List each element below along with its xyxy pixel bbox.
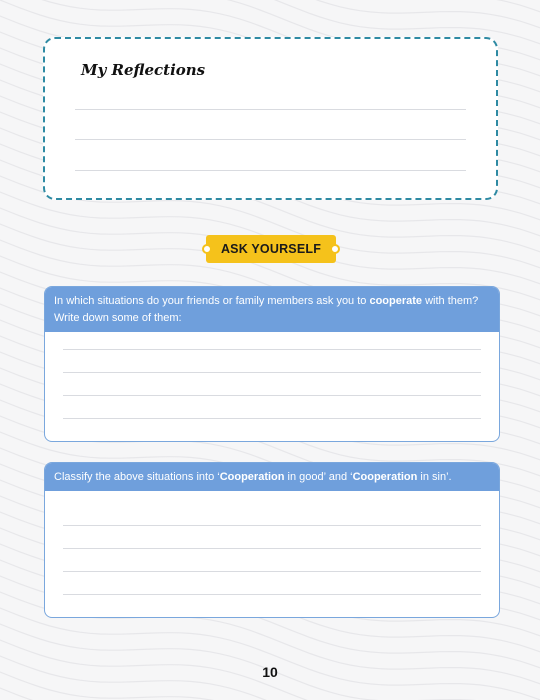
question-text: In which situations do your friends or family members ask you to bbox=[54, 295, 370, 307]
question-text: in good’ and ‘ bbox=[284, 471, 353, 483]
page-number: 10 bbox=[262, 664, 278, 680]
question-text: with them? Write down some of them: bbox=[54, 295, 479, 324]
answer-line[interactable] bbox=[63, 395, 481, 396]
question-box-1 bbox=[44, 286, 500, 442]
answer-line[interactable] bbox=[63, 372, 481, 373]
answer-line[interactable] bbox=[63, 349, 481, 350]
answer-line[interactable] bbox=[63, 548, 481, 549]
writing-line[interactable] bbox=[75, 170, 466, 171]
answer-line[interactable] bbox=[63, 418, 481, 419]
reflections-title: My Reflections bbox=[81, 61, 206, 79]
question-keyword: Cooperation bbox=[219, 471, 285, 483]
writing-line[interactable] bbox=[75, 139, 466, 140]
question-keyword: cooperate bbox=[369, 295, 423, 307]
writing-line[interactable] bbox=[75, 109, 466, 110]
question-text: in sin’. bbox=[417, 471, 452, 483]
question-keyword: Cooperation bbox=[352, 471, 418, 483]
ask-yourself-label: ASK YOURSELF bbox=[220, 242, 322, 256]
answer-line[interactable] bbox=[63, 594, 481, 595]
question-text: Classify the above situations into ‘ bbox=[54, 471, 220, 483]
ask-yourself-badge bbox=[206, 235, 336, 263]
question-1-prompt bbox=[45, 287, 499, 332]
answer-line[interactable] bbox=[63, 571, 481, 572]
question-2-prompt bbox=[45, 463, 499, 491]
answer-line[interactable] bbox=[63, 525, 481, 526]
question-box-2 bbox=[44, 462, 500, 618]
reflections-box bbox=[43, 37, 498, 200]
